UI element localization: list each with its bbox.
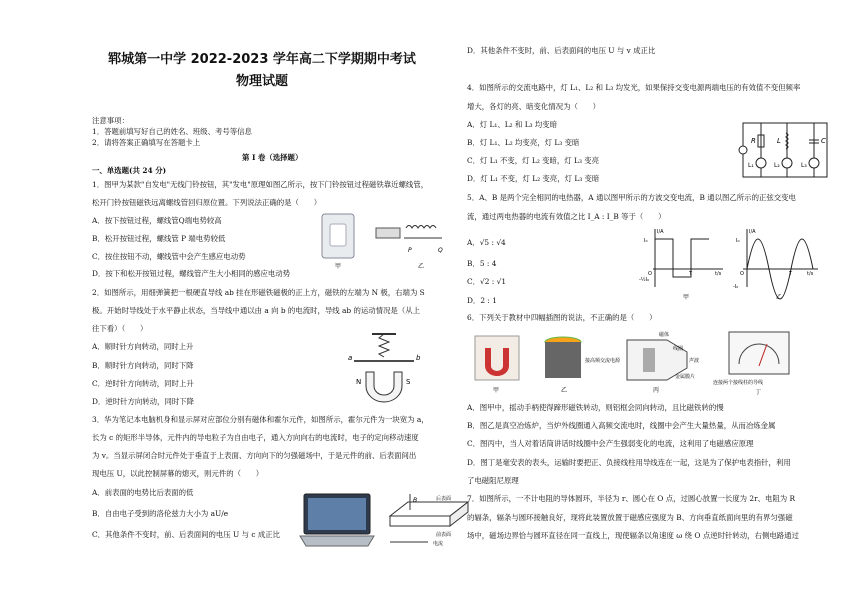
fig-label: I/A <box>657 229 664 235</box>
fig-label: O <box>740 271 744 277</box>
fig-label: 丁 <box>755 389 762 396</box>
fig-label: 乙 <box>776 294 783 301</box>
question-line: 4．如图所示的交流电路中，灯 L₁、L₂ 和 L₃ 均发光，如果保持交变电源两端电压的有效值不变但频率 <box>467 83 801 92</box>
question-line: 为 v。当显示屏闭合时元件处于垂直于上表面、方向向下的匀强磁场中，于是元件的前、后表面间出 <box>92 451 417 460</box>
question-option: B．5 : 4 <box>467 259 497 268</box>
fig-label: t/s <box>715 271 722 277</box>
question-option: D．灯 L₁ 不变，灯 L₂ 变亮，灯 L₃ 变暗 <box>467 174 600 183</box>
magnet <box>376 228 400 238</box>
question-line: 松开门铃按钮磁铁远离螺线管回归原位置。下列说法正确的是（ ） <box>92 198 322 207</box>
fig-label: 后表面 <box>436 496 452 502</box>
fig-label: t/s <box>807 271 814 277</box>
fig-label: 接高频交流电源 <box>585 358 621 364</box>
question-option: B．自由电子受到的洛伦兹力大小为 aU/e <box>92 509 229 518</box>
lamp-l1 <box>756 158 766 168</box>
fig-label: O <box>648 271 652 277</box>
q2-figure <box>344 332 434 404</box>
question-option: B．灯 L₁、L₂ 均变亮，灯 L₃ 变暗 <box>467 138 580 147</box>
lamp-l3 <box>809 158 819 168</box>
lamp-l2 <box>782 158 792 168</box>
fig-label: S <box>406 378 411 386</box>
fig-label: 磁体 <box>659 332 670 338</box>
meter-face <box>729 332 789 374</box>
question-option: D．按下和松开按钮过程，螺线管产生大小相同的感应电动势 <box>92 269 291 278</box>
fig-label: B <box>413 497 418 504</box>
notes-heading: 注意事项： <box>92 116 129 125</box>
fig-label: 线圈 <box>673 346 684 352</box>
question-line: 3．华为笔记本电脑机身和显示屏对应部位分别有磁体和霍尔元件，如图所示，霍尔元件为一块宽为 a， <box>92 415 429 424</box>
fig-label: 乙 <box>561 387 568 394</box>
fig-label: 甲 <box>683 294 690 301</box>
question-option: D．2 : 1 <box>467 296 497 305</box>
question-line: 5．A、B 是两个完全相同的电热器，A 通以图甲所示的方波交变电流，B 通以图乙所示的正弦交变电 <box>467 193 796 202</box>
q3-figure <box>298 492 473 550</box>
fig-label: -½I₀ <box>639 277 650 283</box>
question-line: 往下看）（ ） <box>92 324 148 333</box>
q4-circuit <box>737 117 832 183</box>
fig-label: 连接两个接线柱的导线 <box>713 380 764 386</box>
question-option: C．图丙中，当人对着话筒讲话时线圈中会产生强弱变化的电流，这利用了电磁感应原理 <box>467 439 754 448</box>
u-magnet <box>366 372 402 402</box>
part-title: 第 I 卷（选择题） <box>242 153 303 162</box>
laptop-base <box>300 536 374 546</box>
question-option: D．其他条件不变时，前、后表面间的电压 U 与 v 成正比 <box>467 46 656 55</box>
question-option: B．顺时针方向转动，同时下降 <box>92 361 194 370</box>
fig-label: L₂ <box>774 162 780 169</box>
fig-label: I₀ <box>644 238 648 244</box>
question-line: 场中，磁场边界恰与圆环直径在同一直线上，现使辐条以角速度 ω 绕 O 点逆时针转动，右侧电路通过 <box>467 531 799 540</box>
fig-label: a <box>348 354 353 362</box>
doorbell-button <box>330 224 346 246</box>
fig-label: R <box>751 137 756 145</box>
fig-label: I₀ <box>736 238 740 244</box>
fig-label: 乙 <box>418 263 425 270</box>
question-line: 1．图甲为某款"自发电"无线门铃按钮，其"发电"原理如图乙所示，按下门铃按钮过程磁铁靠近螺线管， <box>92 180 429 189</box>
note-item: 1．答题前填写好自己的姓名、班级、考号等信息 <box>92 127 252 136</box>
fig-label: N <box>356 378 362 386</box>
hall-front <box>390 516 450 526</box>
fig-label: 电流 <box>433 541 444 547</box>
question-option: B．松开按钮过程，螺线管 P 端电势较低 <box>92 234 226 243</box>
question-option: C．逆时针方向转动，同时上升 <box>92 379 194 388</box>
fig-label: L₃ <box>801 162 807 169</box>
question-line: 2．如图所示，用细弹簧把一根硬直导线 ab 挂在形磁铁磁极的正上方，磁铁的左端为 N 极，右端为 S <box>92 288 425 297</box>
question-option: A．灯 L₁、L₂ 和 L₃ 均变暗 <box>467 120 558 129</box>
question-option: D．图丁是毫安表的表头，运输时要把正、负接线柱用导线连在一起，这是为了保护电表指针，利用 <box>467 458 791 467</box>
question-option: A．√5 : √4 <box>467 238 506 247</box>
section-heading: 一、单选题(共 24 分) <box>92 166 167 175</box>
fig-label: P <box>408 247 412 254</box>
fig-label: C <box>821 137 826 145</box>
fig-label: 声波 <box>689 358 700 364</box>
question-line: 的辐条，辐条与圆环接触良好，现将此装置放置于磁感应强度为 B、方向垂直纸面向里的有界匀强磁 <box>467 513 793 522</box>
fig-label: 甲 <box>493 387 500 394</box>
ac-source <box>739 146 747 154</box>
fig-label: b <box>416 354 421 362</box>
fig-label: 丙 <box>653 387 660 394</box>
question-option: C．按住按钮不动，螺线管中会产生感应电动势 <box>92 252 246 261</box>
fig-label: 前表面 <box>436 532 452 538</box>
question-line: 增大，各灯的亮、暗变化情况为（ ） <box>467 102 601 111</box>
microphone-coil <box>643 348 655 372</box>
solenoid-coil <box>406 226 436 229</box>
page-subtitle: 物理试题 <box>235 74 288 89</box>
question-option: A．前表面的电势比后表面的低 <box>92 488 194 497</box>
question-line: 7．如图所示，一不计电阻的导体圆环，半径为 r、圆心在 O 点，过圆心放置一长度为 2r、电阻为 R <box>467 494 796 503</box>
q1-figure <box>318 210 468 272</box>
question-line: 流，通过两电热器的电流有效值之比 I_A : I_B 等于（ ） <box>467 212 666 221</box>
note-item: 2．请将答案正确填写在答题卡上 <box>92 138 201 147</box>
fig-label: T <box>689 271 693 277</box>
question-option: A．图甲中，摇动手柄使得蹄形磁铁转动，则铝框会同向转动，且比磁铁转的慢 <box>467 403 724 412</box>
question-line: 现电压 U，以此控制屏幕的熄灭，则元件的（ ） <box>92 469 264 478</box>
fig-label: T <box>789 271 793 277</box>
question-line: 长为 c 的矩形半导体，元件内的导电粒子为自由电子，通入方向向右的电流时，电子的定向移动速度 <box>92 433 419 442</box>
fig-label: Q <box>438 247 443 254</box>
question-line: 了电磁阻尼原理 <box>467 476 519 485</box>
question-line: 极。开始时导线处于水平静止状态，当导线中通以由 a 向 b 的电流时，导线 ab 的运动情况是（从上 <box>92 306 420 315</box>
fig-label: 金属膜片 <box>675 374 696 380</box>
q6-figures <box>467 326 835 398</box>
laptop-display <box>308 498 366 530</box>
question-option: C．灯 L₁ 不变，灯 L₂ 变暗，灯 L₃ 变亮 <box>467 156 600 165</box>
fig-label: 甲 <box>335 263 342 270</box>
fig-label: I/A <box>749 229 756 235</box>
question-option: A．顺时针方向转动，同时上升 <box>92 342 194 351</box>
question-option: B．图乙是真空冶炼炉，当炉外线圈通入高频交流电时，线圈中会产生大量热量，从而冶炼金属 <box>467 421 776 430</box>
question-line: 6．下列关于教材中四幅插图的说法，不正确的是（ ） <box>467 313 657 322</box>
spring <box>379 334 389 357</box>
square-wave <box>655 239 709 277</box>
question-option: C．√2 : √1 <box>467 277 507 286</box>
fig-label: L <box>777 137 781 145</box>
fig-label: L₁ <box>748 162 754 169</box>
question-option: A．按下按钮过程，螺线管Q端电势较高 <box>92 216 222 225</box>
furnace-coil <box>545 342 581 378</box>
page-title: 郓城第一中学 2022-2023 学年高二下学期期中考试 <box>108 52 416 67</box>
question-option: D．逆时针方向转动，同时下降 <box>92 397 195 406</box>
right-column <box>467 0 835 596</box>
fig-label: -I₀ <box>733 284 739 290</box>
question-option: C．其他条件不变时，前、后表面间的电压 U 与 c 成正比 <box>92 530 281 539</box>
left-column <box>92 0 470 596</box>
q5-graphs <box>639 225 823 303</box>
